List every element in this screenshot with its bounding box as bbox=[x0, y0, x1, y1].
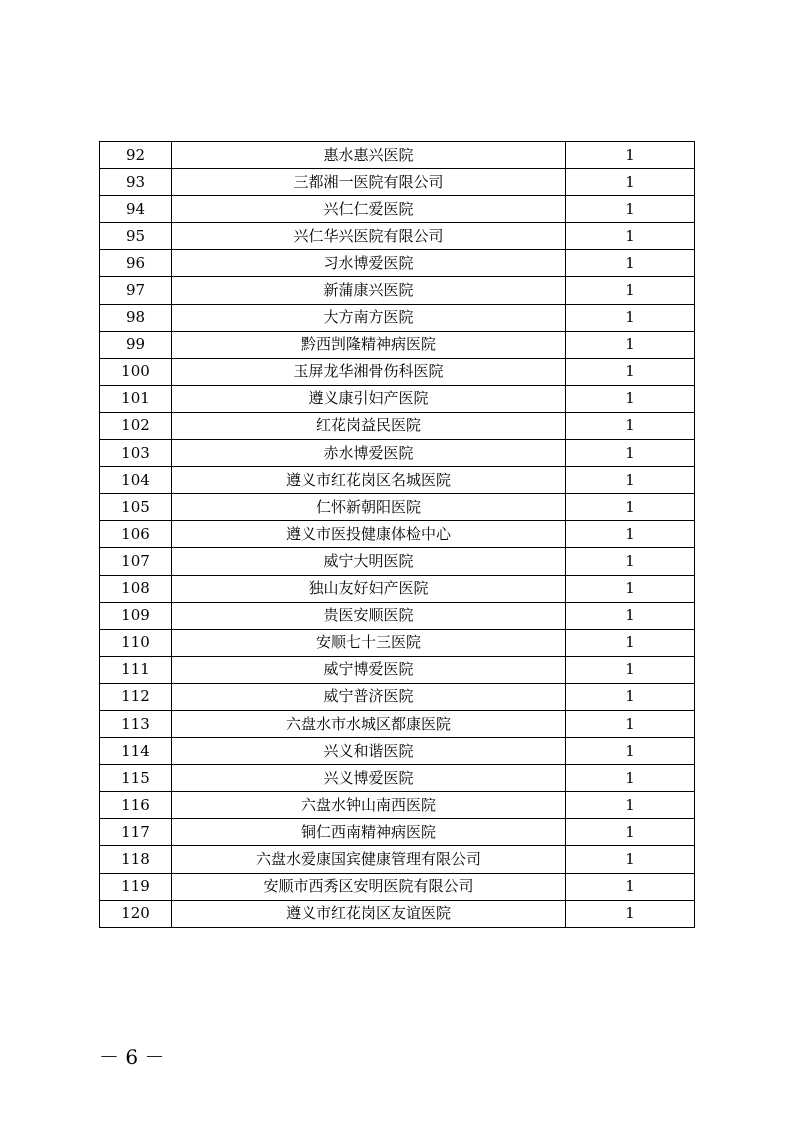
count-cell: 1 bbox=[566, 521, 695, 548]
hospital-name-cell: 黔西剀隆精神病医院 bbox=[172, 331, 566, 358]
table-row bbox=[100, 521, 695, 548]
count-cell: 1 bbox=[566, 467, 695, 494]
table-row bbox=[100, 656, 695, 683]
count-cell: 1 bbox=[566, 494, 695, 521]
table-row bbox=[100, 223, 695, 250]
row-number-cell: 113 bbox=[100, 710, 172, 737]
table-row bbox=[100, 494, 695, 521]
row-number-cell: 110 bbox=[100, 629, 172, 656]
row-number-cell: 101 bbox=[100, 385, 172, 412]
row-number-cell: 120 bbox=[100, 900, 172, 927]
hospital-name-cell: 惠水惠兴医院 bbox=[172, 142, 566, 169]
table-row bbox=[100, 683, 695, 710]
table-row bbox=[100, 277, 695, 304]
row-number-cell: 107 bbox=[100, 548, 172, 575]
count-cell: 1 bbox=[566, 548, 695, 575]
table-row bbox=[100, 738, 695, 765]
row-number-cell: 119 bbox=[100, 873, 172, 900]
count-cell: 1 bbox=[566, 629, 695, 656]
count-cell: 1 bbox=[566, 873, 695, 900]
table-row bbox=[100, 710, 695, 737]
hospital-name-cell: 兴义博爱医院 bbox=[172, 765, 566, 792]
count-cell: 1 bbox=[566, 440, 695, 467]
page-number: － 6 － bbox=[99, 1045, 165, 1069]
hospital-name-cell: 新蒲康兴医院 bbox=[172, 277, 566, 304]
table-row bbox=[100, 385, 695, 412]
table-row bbox=[100, 412, 695, 439]
table-row bbox=[100, 900, 695, 927]
row-number-cell: 100 bbox=[100, 358, 172, 385]
hospital-name-cell: 大方南方医院 bbox=[172, 304, 566, 331]
row-number-cell: 112 bbox=[100, 683, 172, 710]
hospital-name-cell: 兴仁仁爱医院 bbox=[172, 196, 566, 223]
count-cell: 1 bbox=[566, 656, 695, 683]
table-row bbox=[100, 196, 695, 223]
table-row bbox=[100, 331, 695, 358]
row-number-cell: 97 bbox=[100, 277, 172, 304]
row-number-cell: 111 bbox=[100, 656, 172, 683]
hospital-name-cell: 三都湘一医院有限公司 bbox=[172, 169, 566, 196]
hospital-name-cell: 独山友好妇产医院 bbox=[172, 575, 566, 602]
count-cell: 1 bbox=[566, 710, 695, 737]
row-number-cell: 115 bbox=[100, 765, 172, 792]
table-row bbox=[100, 250, 695, 277]
table-row bbox=[100, 575, 695, 602]
hospital-name-cell: 六盘水爱康国宾健康管理有限公司 bbox=[172, 846, 566, 873]
table-row bbox=[100, 873, 695, 900]
row-number-cell: 94 bbox=[100, 196, 172, 223]
hospital-name-cell: 红花岗益民医院 bbox=[172, 412, 566, 439]
count-cell: 1 bbox=[566, 900, 695, 927]
table-row bbox=[100, 304, 695, 331]
hospital-name-cell: 威宁普济医院 bbox=[172, 683, 566, 710]
table-row bbox=[100, 358, 695, 385]
hospital-name-cell: 遵义康引妇产医院 bbox=[172, 385, 566, 412]
hospital-name-cell: 仁怀新朝阳医院 bbox=[172, 494, 566, 521]
hospital-name-cell: 遵义市红花岗区友谊医院 bbox=[172, 900, 566, 927]
table-row bbox=[100, 548, 695, 575]
hospital-name-cell: 安顺七十三医院 bbox=[172, 629, 566, 656]
hospital-name-cell: 贵医安顺医院 bbox=[172, 602, 566, 629]
hospital-table bbox=[99, 141, 695, 928]
table-row bbox=[100, 467, 695, 494]
row-number-cell: 98 bbox=[100, 304, 172, 331]
table-row bbox=[100, 602, 695, 629]
row-number-cell: 92 bbox=[100, 142, 172, 169]
count-cell: 1 bbox=[566, 331, 695, 358]
table-row bbox=[100, 142, 695, 169]
count-cell: 1 bbox=[566, 196, 695, 223]
hospital-name-cell: 玉屏龙华湘骨伤科医院 bbox=[172, 358, 566, 385]
count-cell: 1 bbox=[566, 385, 695, 412]
hospital-name-cell: 习水博爱医院 bbox=[172, 250, 566, 277]
row-number-cell: 117 bbox=[100, 819, 172, 846]
count-cell: 1 bbox=[566, 142, 695, 169]
row-number-cell: 99 bbox=[100, 331, 172, 358]
row-number-cell: 106 bbox=[100, 521, 172, 548]
table-row bbox=[100, 169, 695, 196]
count-cell: 1 bbox=[566, 412, 695, 439]
row-number-cell: 114 bbox=[100, 738, 172, 765]
row-number-cell: 96 bbox=[100, 250, 172, 277]
count-cell: 1 bbox=[566, 819, 695, 846]
table-row bbox=[100, 629, 695, 656]
row-number-cell: 105 bbox=[100, 494, 172, 521]
table-row bbox=[100, 440, 695, 467]
row-number-cell: 116 bbox=[100, 792, 172, 819]
count-cell: 1 bbox=[566, 846, 695, 873]
hospital-name-cell: 兴仁华兴医院有限公司 bbox=[172, 223, 566, 250]
row-number-cell: 102 bbox=[100, 412, 172, 439]
hospital-name-cell: 赤水博爱医院 bbox=[172, 440, 566, 467]
hospital-name-cell: 安顺市西秀区安明医院有限公司 bbox=[172, 873, 566, 900]
hospital-name-cell: 兴义和谐医院 bbox=[172, 738, 566, 765]
count-cell: 1 bbox=[566, 277, 695, 304]
count-cell: 1 bbox=[566, 575, 695, 602]
count-cell: 1 bbox=[566, 602, 695, 629]
count-cell: 1 bbox=[566, 765, 695, 792]
table-row bbox=[100, 792, 695, 819]
hospital-name-cell: 六盘水市水城区都康医院 bbox=[172, 710, 566, 737]
table-row bbox=[100, 765, 695, 792]
hospital-name-cell: 威宁博爱医院 bbox=[172, 656, 566, 683]
table-body bbox=[100, 142, 695, 928]
count-cell: 1 bbox=[566, 683, 695, 710]
count-cell: 1 bbox=[566, 792, 695, 819]
row-number-cell: 109 bbox=[100, 602, 172, 629]
row-number-cell: 95 bbox=[100, 223, 172, 250]
hospital-name-cell: 遵义市医投健康体检中心 bbox=[172, 521, 566, 548]
count-cell: 1 bbox=[566, 223, 695, 250]
hospital-name-cell: 遵义市红花岗区名城医院 bbox=[172, 467, 566, 494]
row-number-cell: 103 bbox=[100, 440, 172, 467]
table-row bbox=[100, 819, 695, 846]
count-cell: 1 bbox=[566, 738, 695, 765]
table-row bbox=[100, 846, 695, 873]
count-cell: 1 bbox=[566, 358, 695, 385]
row-number-cell: 104 bbox=[100, 467, 172, 494]
count-cell: 1 bbox=[566, 169, 695, 196]
hospital-name-cell: 六盘水钟山南西医院 bbox=[172, 792, 566, 819]
count-cell: 1 bbox=[566, 250, 695, 277]
row-number-cell: 118 bbox=[100, 846, 172, 873]
row-number-cell: 93 bbox=[100, 169, 172, 196]
hospital-name-cell: 铜仁西南精神病医院 bbox=[172, 819, 566, 846]
count-cell: 1 bbox=[566, 304, 695, 331]
row-number-cell: 108 bbox=[100, 575, 172, 602]
hospital-name-cell: 威宁大明医院 bbox=[172, 548, 566, 575]
